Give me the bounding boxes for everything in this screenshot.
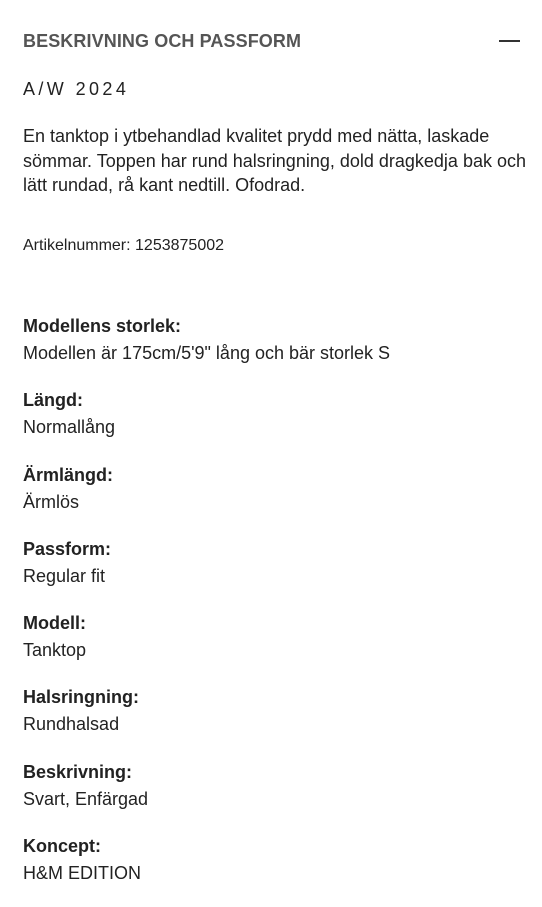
- spec-label: Längd:: [23, 390, 83, 411]
- spec-sleeve-length: [23, 462, 528, 536]
- spec-list: [23, 313, 528, 907]
- spec-label: Modell:: [23, 613, 86, 634]
- spec-length: [23, 387, 528, 461]
- spec-label: Koncept:: [23, 836, 101, 857]
- spec-description: [23, 759, 528, 833]
- spec-label: Passform:: [23, 538, 112, 559]
- spec-label: Beskrivning:: [23, 761, 133, 782]
- spec-fit: [23, 536, 528, 610]
- spec-value: Modellen är 175cm/5'9" lång och bär storlek S: [23, 343, 391, 363]
- spec-label: Modellens storlek:: [23, 316, 182, 336]
- spec-neckline: [23, 684, 528, 758]
- section-title: BESKRIVNING OCH PASSFORM: [23, 30, 302, 51]
- spec-model-size: [23, 313, 528, 387]
- season-label: A/W 2024: [23, 79, 130, 99]
- spec-value: Normallång: [23, 417, 116, 438]
- article-number: Artikelnummer: 1253875002: [23, 237, 225, 254]
- spec-value: Tanktop: [23, 640, 87, 661]
- spec-value: Rundhalsad: [23, 714, 120, 735]
- spec-style: [23, 610, 528, 684]
- spec-label: Halsringning:: [23, 687, 139, 708]
- spec-concept: [23, 833, 528, 907]
- minus-icon[interactable]: [499, 40, 520, 42]
- spec-value: Svart, Enfärgad: [23, 788, 149, 809]
- spec-value: Regular fit: [23, 565, 106, 586]
- spec-label: Ärmlängd:: [23, 464, 113, 485]
- spec-value: Ärmlös: [23, 491, 80, 512]
- accordion-header[interactable]: [23, 28, 520, 54]
- spec-value: H&M EDITION: [23, 863, 142, 884]
- product-description: En tanktop i ytbehandlad kvalitet prydd med nätta, laskade sömmar. Toppen har rund halsringning, dold dragkedja bak och lätt rundad, rå kant nedtill. Ofodrad.: [23, 126, 526, 195]
